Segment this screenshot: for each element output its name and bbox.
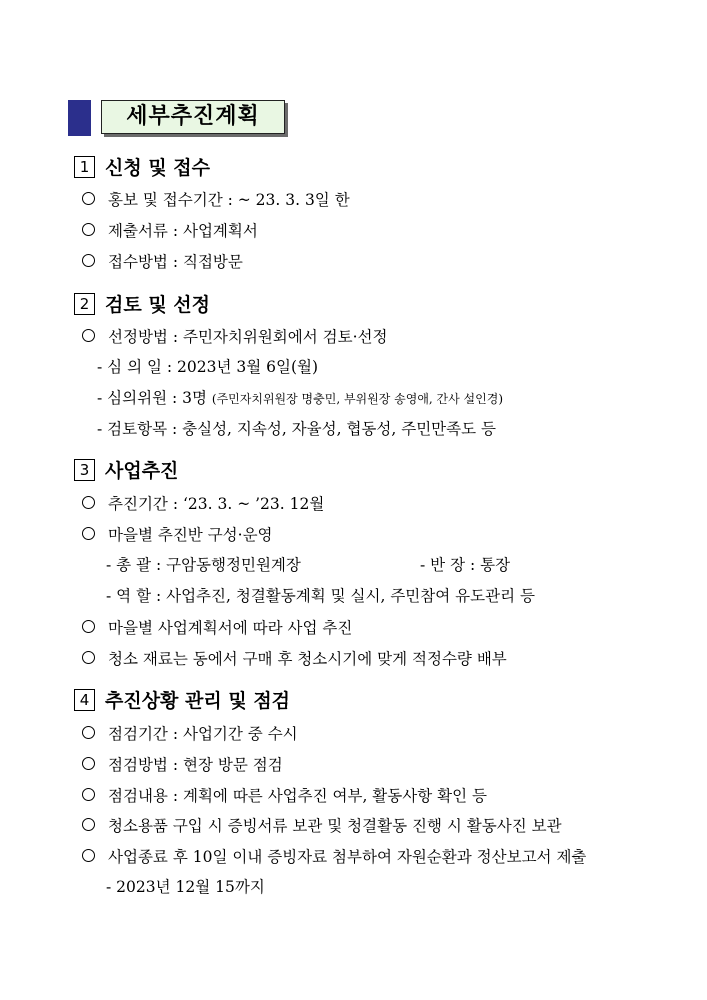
circle-bullet-icon: [82, 818, 95, 831]
circle-bullet-icon: [82, 496, 95, 509]
list-item: [82, 815, 562, 837]
section-title: 검토 및 선정: [105, 294, 210, 316]
sub-item: - 검토항목 : 충실성, 지속성, 자율성, 협동성, 주민만족도 등: [97, 420, 496, 438]
section-title: 추진상황 관리 및 점검: [105, 690, 291, 712]
title-accent-bar: [68, 100, 91, 136]
list-item: [82, 326, 387, 348]
sub-item: - 반 장 : 통장: [420, 556, 511, 574]
list-item: [82, 846, 586, 868]
item-text: 점검내용 : 계획에 따른 사업추진 여부, 활동사항 확인 등: [108, 787, 487, 805]
circle-bullet-icon: [82, 651, 95, 664]
sub-item: - 총 괄 : 구암동행정민원계장: [106, 556, 301, 574]
circle-bullet-icon: [82, 757, 95, 770]
item-text: 사업종료 후 10일 이내 증빙자료 첨부하여 자원순환과 정산보고서 제출: [108, 848, 587, 866]
list-item: [82, 648, 507, 670]
item-text: 마을별 추진반 구성·운영: [108, 526, 273, 544]
sub-item: - 역 할 : 사업추진, 청결활동계획 및 실시, 주민참여 유도관리 등: [106, 587, 535, 605]
section-number: 4: [74, 689, 95, 711]
item-text: 점검방법 : 현장 방문 점검: [108, 756, 283, 774]
list-item: [82, 617, 352, 639]
circle-bullet-icon: [82, 726, 95, 739]
section-3-heading: [74, 457, 178, 485]
circle-bullet-icon: [82, 620, 95, 633]
sub-item-note: (주민자치위원장 명충민, 부위원장 송영애, 간사 설인경): [211, 392, 503, 406]
section-number: 3: [74, 459, 95, 481]
list-item: [82, 785, 487, 807]
item-text: 홍보 및 접수기간 : ~ 23. 3. 3일 한: [108, 191, 350, 209]
list-item: [82, 189, 350, 211]
sub-item-text: - 심의위원 : 3명: [97, 389, 207, 407]
item-text: 추진기간 : ‘23. 3. ~ ’23. 12월: [108, 495, 325, 513]
item-text: 제출서류 : 사업계획서: [108, 222, 258, 240]
circle-bullet-icon: [82, 527, 95, 540]
item-text: 마을별 사업계획서에 따라 사업 추진: [108, 619, 353, 637]
sub-item: - 심 의 일 : 2023년 3월 6일(월): [97, 358, 319, 376]
section-title: 사업추진: [105, 460, 179, 482]
section-2-heading: [74, 291, 210, 319]
list-item: [82, 220, 258, 242]
page-title: 세부추진계획: [101, 100, 285, 134]
list-item: [82, 493, 324, 515]
section-number: 1: [74, 156, 95, 178]
circle-bullet-icon: [82, 223, 95, 236]
circle-bullet-icon: [82, 788, 95, 801]
section-number: 2: [74, 293, 95, 315]
item-text: 접수방법 : 직접방문: [108, 253, 243, 271]
circle-bullet-icon: [82, 329, 95, 342]
section-4-heading: [74, 687, 290, 715]
sub-item: [97, 387, 503, 410]
section-title: 신청 및 접수: [105, 157, 210, 179]
item-text: 청소용품 구입 시 증빙서류 보관 및 청결활동 진행 시 활동사진 보관: [108, 817, 562, 835]
list-item: [82, 251, 243, 273]
list-item: [82, 754, 283, 776]
list-item: [82, 524, 273, 546]
circle-bullet-icon: [82, 192, 95, 205]
list-item: [82, 723, 298, 745]
item-text: 청소 재료는 동에서 구매 후 청소시기에 맞게 적정수량 배부: [108, 650, 507, 668]
title-block: [68, 100, 286, 136]
section-1-heading: [74, 154, 210, 182]
item-text: 선정방법 : 주민자치위원회에서 검토·선정: [108, 328, 388, 346]
item-text: 점검기간 : 사업기간 중 수시: [108, 725, 298, 743]
circle-bullet-icon: [82, 254, 95, 267]
sub-item: - 2023년 12월 15까지: [106, 878, 265, 896]
circle-bullet-icon: [82, 849, 95, 862]
